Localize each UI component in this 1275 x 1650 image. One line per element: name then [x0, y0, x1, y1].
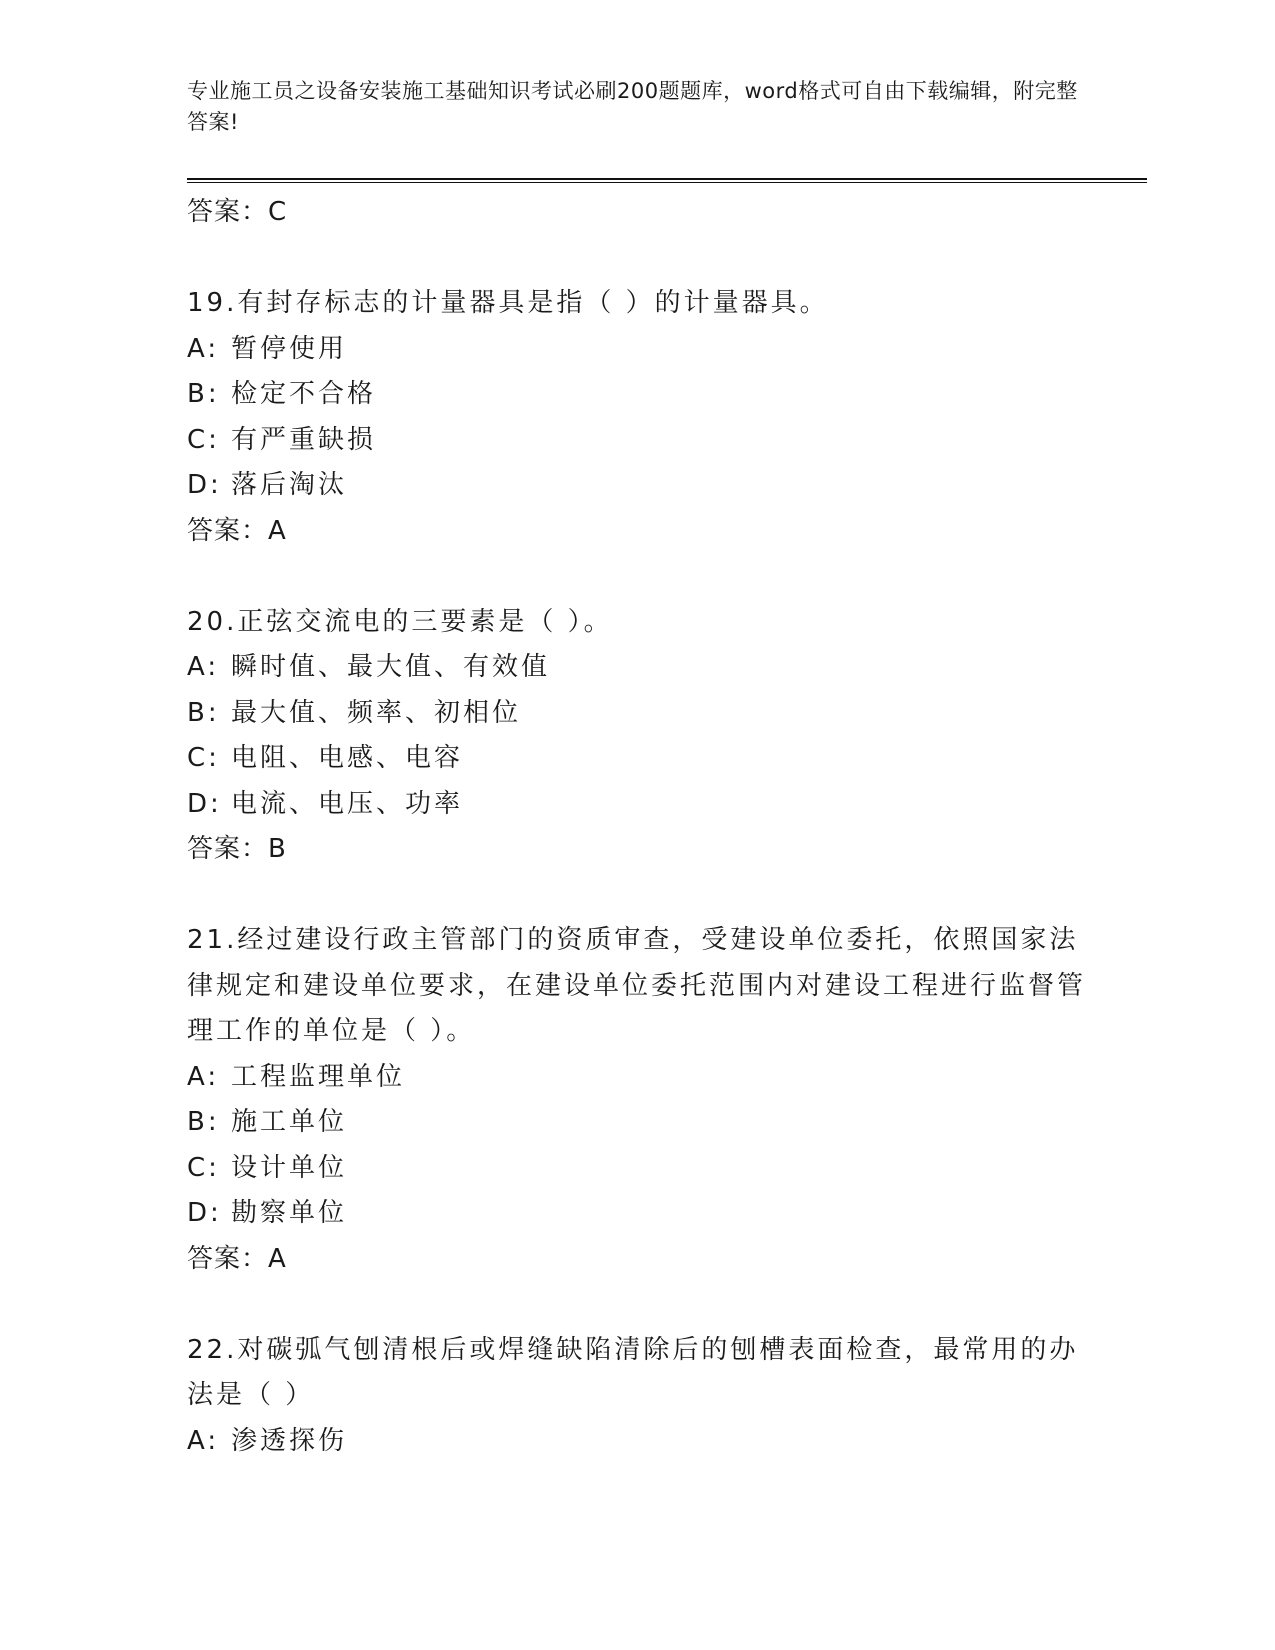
option-text: 设计单位: [231, 1152, 348, 1183]
option-letter: A:: [187, 1061, 220, 1092]
option-text: 暂停使用: [231, 333, 348, 364]
header-divider-thin: [187, 182, 1147, 183]
option-a: [187, 1055, 1087, 1101]
option-letter: B:: [187, 379, 220, 409]
option-text: 渗透探伤: [231, 1425, 348, 1456]
option-text: 最大值、频率、初相位: [231, 697, 522, 728]
option-c: [187, 418, 1087, 464]
option-c: [187, 1146, 1087, 1192]
option-letter: D:: [187, 470, 222, 500]
option-c: [187, 736, 1087, 782]
option-letter: A:: [187, 1425, 220, 1456]
option-d: [187, 782, 1087, 828]
answer-line: 答案：B: [187, 834, 287, 864]
answer-line: 答案：C: [187, 197, 288, 227]
question-item: [187, 1328, 1087, 1465]
question-list: [187, 190, 1087, 1464]
option-letter: C:: [187, 424, 220, 455]
spacer: [187, 234, 1087, 281]
option-d: [187, 463, 1087, 509]
option-text: 施工单位: [231, 1107, 348, 1137]
header-divider-thick: [187, 178, 1147, 180]
option-a: [187, 1419, 1087, 1465]
question-item: [187, 600, 1087, 872]
spacer: [187, 871, 1087, 918]
option-b: [187, 691, 1087, 737]
option-text: 检定不合格: [231, 379, 377, 409]
spacer: [187, 553, 1087, 600]
option-b: [187, 1100, 1087, 1146]
option-b: [187, 372, 1087, 418]
question-stem: 19.有封存标志的计量器具是指（ ）的计量器具。: [187, 288, 829, 318]
option-letter: D:: [187, 788, 222, 819]
option-text: 勘察单位: [231, 1198, 348, 1228]
option-letter: C:: [187, 743, 220, 773]
answer-line: 答案：A: [187, 515, 287, 546]
option-a: [187, 645, 1087, 691]
option-a: [187, 327, 1087, 373]
option-text: 落后淘汰: [231, 470, 348, 500]
document-header: 专业施工员之设备安装施工基础知识考试必刷200题题库，word格式可自由下载编辑，附完整答案!: [187, 79, 1078, 134]
question-item: [187, 918, 1087, 1281]
option-text: 工程监理单位: [231, 1061, 406, 1092]
option-letter: A:: [187, 333, 220, 364]
option-text: 瞬时值、最大值、有效值: [231, 652, 551, 682]
spacer: [187, 1281, 1087, 1328]
option-letter: B:: [187, 1107, 220, 1137]
question-item: [187, 281, 1087, 553]
question-stem: 21.经过建设行政主管部门的资质审查，受建设单位委托，依照国家法律规定和建设单位要求，在建设单位委托范围内对建设工程进行监督管理工作的单位是（ ）。: [187, 925, 1087, 1046]
option-text: 电流、电压、功率: [231, 788, 464, 819]
option-text: 电阻、电感、电容: [231, 743, 464, 773]
question-stem: 22.对碳弧气刨清根后或焊缝缺陷清除后的刨槽表面检查，最常用的办法是（ ）: [187, 1334, 1079, 1410]
answer-line: 答案：A: [187, 1243, 287, 1274]
option-letter: B:: [187, 697, 220, 728]
option-text: 有严重缺损: [231, 424, 377, 455]
option-letter: D:: [187, 1198, 222, 1228]
question-stem: 20.正弦交流电的三要素是（ ）。: [187, 606, 613, 637]
option-letter: C:: [187, 1152, 220, 1183]
option-letter: A:: [187, 652, 220, 682]
option-d: [187, 1191, 1087, 1237]
